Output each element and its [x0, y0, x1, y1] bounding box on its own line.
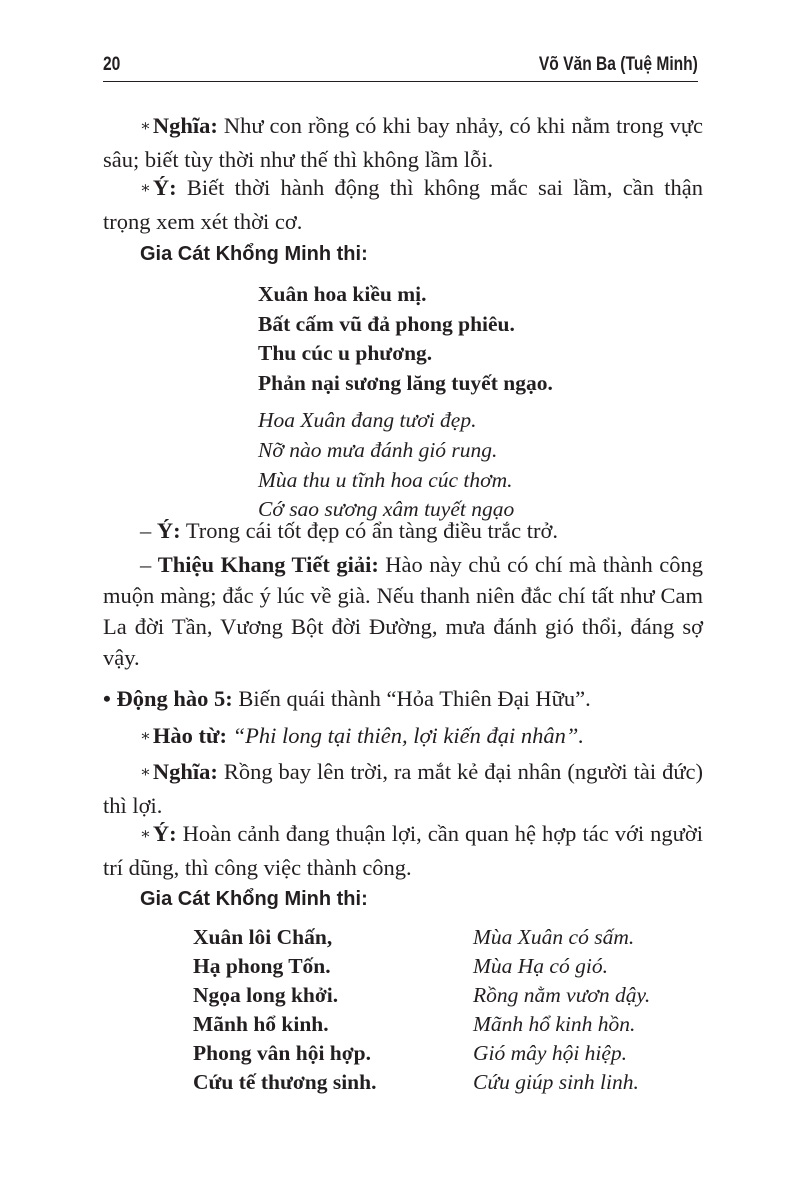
- paragraph-intent-3: ∗Ý: Hoàn cảnh đang thuận lợi, cần quan hệ hợp tác với người trí dũng, thì công việc thành công.: [103, 821, 703, 880]
- page-number: 20: [103, 54, 121, 75]
- poem-line: Thu cúc u phương.: [258, 341, 433, 366]
- poem-row: Cứu tế thương sinh. Cứu giúp sinh linh.: [193, 1070, 639, 1094]
- poem-heading-1: Gia Cát Khổng Minh thi:: [140, 243, 368, 265]
- poem-1: [258, 280, 553, 525]
- poem-line: Bất cấm vũ đả phong phiêu.: [258, 311, 515, 336]
- poem-row: Hạ phong Tốn. Mùa Hạ có gió.: [193, 954, 608, 978]
- paragraph-intent-2: – Ý: Trong cái tốt đẹp có ẩn tàng điều trắc trở.: [140, 518, 559, 543]
- asterisk-icon: ∗: [140, 728, 151, 745]
- paragraph-meaning-2: ∗Nghĩa: Rồng bay lên trời, ra mắt kẻ đại nhân (người tài đức) thì lợi.: [103, 759, 703, 818]
- paragraph-intent-1: ∗Ý: Biết thời hành động thì không mắc sai lầm, cần thận trọng xem xét thời cơ.: [103, 175, 703, 234]
- asterisk-icon: ∗: [140, 826, 151, 843]
- paragraph-line-text: ∗Hào từ: “Phi long tại thiên, lợi kiến đại nhân”.: [140, 723, 585, 748]
- paragraph-meaning-1: ∗Nghĩa: Như con rồng có khi bay nhảy, có khi nằm trong vực sâu; biết tùy thời như thế thì không lầm lỗi.: [103, 113, 703, 172]
- poem-translation-line: Mùa thu u tĩnh hoa cúc thơm.: [258, 467, 513, 492]
- poem-heading-2: Gia Cát Khổng Minh thi:: [140, 888, 368, 910]
- poem-translation-line: Nỡ nào mưa đánh gió rung.: [258, 437, 498, 462]
- poem-translation-line: Cớ sao sương xâm tuyết ngạo: [258, 497, 515, 522]
- poem-row: Phong vân hội hợp. Gió mây hội hiệp.: [193, 1041, 628, 1065]
- page-header: [103, 48, 698, 82]
- running-title: Võ Văn Ba (Tuệ Minh): [539, 54, 698, 75]
- paragraph-commentary: – Thiệu Khang Tiết giải: Hào này chủ có chí mà thành công muộn màng; đắc ý lúc về già. Nếu thanh niên đắc chí tất như Cam La đời Tần, Vương Bột đời Đường, mưa đánh gió thổi, đáng sợ vậy.: [103, 552, 703, 670]
- header-rule: [103, 81, 698, 82]
- asterisk-icon: ∗: [140, 118, 151, 135]
- paragraph-moving-line-5: • Động hào 5: Biến quái thành “Hỏa Thiên Đại Hữu”.: [103, 686, 591, 711]
- poem-2-table: [193, 923, 663, 1097]
- poem-row: Xuân lôi Chấn, Mùa Xuân có sấm.: [193, 925, 635, 949]
- poem-line: Xuân hoa kiều mị.: [258, 282, 427, 306]
- poem-row: Ngọa long khởi. Rồng nằm vươn dậy.: [193, 983, 651, 1007]
- asterisk-icon: ∗: [140, 764, 151, 781]
- poem-line: Phản nại sương lăng tuyết ngạo.: [258, 370, 553, 395]
- asterisk-icon: ∗: [140, 180, 151, 197]
- poem-translation-line: Hoa Xuân đang tươi đẹp.: [258, 408, 477, 433]
- poem-row: Mãnh hổ kinh. Mãnh hổ kinh hồn.: [193, 1012, 636, 1036]
